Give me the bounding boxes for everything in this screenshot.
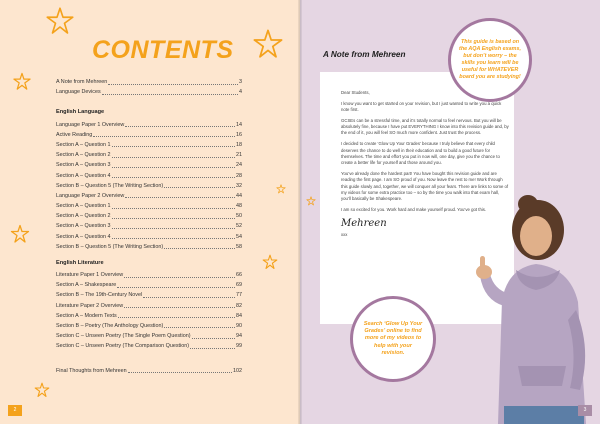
toc-leader-dots xyxy=(112,177,235,178)
toc-entry-page: 58 xyxy=(236,243,242,250)
toc-entry[interactable] xyxy=(56,279,242,289)
toc-leader-dots xyxy=(125,126,235,127)
toc-entry[interactable] xyxy=(56,118,242,128)
toc-entry-label: Literature Paper 2 Overview xyxy=(56,302,124,309)
toc-entry[interactable] xyxy=(56,159,242,169)
toc-entry-page: 52 xyxy=(236,223,242,230)
search-bubble-text: Search ‘Glow Up Your Grades’ online to find more of my videos to help with your revision. xyxy=(363,320,423,356)
toc-entry[interactable] xyxy=(56,76,242,86)
author-photo xyxy=(458,190,600,424)
toc-entry[interactable] xyxy=(56,220,242,230)
toc-entry-label: Section B – The 19th-Century Novel xyxy=(56,292,143,299)
toc-entry-page: 14 xyxy=(236,121,242,128)
toc-entry[interactable] xyxy=(56,200,242,210)
toc-leader-dots xyxy=(112,167,235,168)
toc-entry-label: Language Paper 1 Overview xyxy=(56,121,125,128)
star-doodle-icon xyxy=(252,28,284,60)
toc-entry-label: Section B – Poetry (The Anthology Question) xyxy=(56,322,164,329)
toc-entry-label: Language Devices xyxy=(56,89,101,96)
toc-entry-page: 21 xyxy=(236,152,242,159)
letter-salutation: Dear Students, xyxy=(341,90,370,95)
toc-entry[interactable] xyxy=(56,289,242,299)
letter-paragraph: I know you want to get started on your revision, but I just wanted to write you a quick note first. xyxy=(341,100,502,113)
toc-leader-dots xyxy=(112,208,235,209)
toc-entry-page: 82 xyxy=(236,302,242,309)
toc-leader-dots xyxy=(117,287,235,288)
star-doodle-icon xyxy=(262,254,278,270)
toc-leader-dots xyxy=(125,197,235,198)
toc-entry[interactable] xyxy=(56,180,242,190)
toc-entry[interactable] xyxy=(56,210,242,220)
toc-entry-page: 4 xyxy=(239,89,242,96)
toc-leader-dots xyxy=(108,84,238,85)
star-doodle-icon xyxy=(10,224,30,244)
toc-leader-dots xyxy=(143,297,235,298)
toc-leader-dots xyxy=(164,327,235,328)
toc-entry-page: 18 xyxy=(236,141,242,148)
page-number: 2 xyxy=(8,405,22,416)
toc-entry-page: 16 xyxy=(236,131,242,138)
toc-entry-label: Section C – Unseen Poetry (The Single Poem Question) xyxy=(56,333,191,340)
star-doodle-icon xyxy=(12,72,32,91)
toc-entry-page: 90 xyxy=(236,322,242,329)
letter-paragraph: I decided to create ‘Glow Up Your Grades’ because I truly believe that every child deserves the chance to do well in their education and to build a good future for themselves. The time and effort you put in now will, one day, give you the chance to create a better life for yourself and those around you. xyxy=(341,141,500,166)
toc-entry-page: 94 xyxy=(236,333,242,340)
toc-entry[interactable] xyxy=(56,139,242,149)
toc-entry[interactable] xyxy=(56,149,242,159)
toc-entry-label: Section A – Question 4 xyxy=(56,233,111,240)
toc-entry-label: Section A – Question 2 xyxy=(56,213,111,220)
toc-entry-page: 48 xyxy=(236,203,242,210)
star-doodle-icon xyxy=(306,196,316,206)
star-doodle-icon xyxy=(44,6,76,36)
toc-entry[interactable] xyxy=(56,241,242,251)
info-bubble-text: This guide is based on the AQA English exams, but don’t worry – the skills you learn will be useful for WHATEVER board you are studying! xyxy=(459,39,521,80)
toc-leader-dots xyxy=(164,248,235,249)
toc-entry[interactable] xyxy=(56,340,242,350)
toc-leader-dots xyxy=(192,338,235,339)
right-page xyxy=(300,0,600,424)
toc-entry-label: Section A – Question 2 xyxy=(56,152,111,159)
toc-leader-dots xyxy=(112,228,235,229)
toc-entry-label: Literature Paper 1 Overview xyxy=(56,272,124,278)
toc-entry[interactable] xyxy=(56,310,242,320)
toc-leader-dots xyxy=(118,317,235,318)
toc-entry-page: 66 xyxy=(236,272,242,278)
letter-paragraph: GCSEs can be a stressful time, and it’s totally normal to feel nervous. But you will be absolutely fine, because I have put EVERYTHING I know into this revision guide and, by the end of it, you will feel SO much more confident. Just trust the process. xyxy=(341,117,509,136)
info-bubble xyxy=(448,18,532,102)
toc-leader-dots xyxy=(112,218,235,219)
toc-leader-dots xyxy=(164,187,235,188)
toc-entry-label: Section A – Question 3 xyxy=(56,162,111,169)
letter-paragraph: You’ve already done the hardest part! You have bought this revision guide and are reading the first page. I am SO proud of you. Now leave the rest to me! Work through this guide slowly and, together, we will conquer all your fears. There are links to some of my videos for some extra practice too – so by the time you walk into that exam hall, you’ll basically be Shakespeare. xyxy=(341,170,509,202)
toc-entry-label: Language Paper 2 Overview xyxy=(56,192,125,199)
toc-leader-dots xyxy=(112,157,235,158)
toc-entry-page: 28 xyxy=(236,172,242,179)
toc-entry-label: Section A – Question 1 xyxy=(56,141,111,148)
toc-leader-dots xyxy=(112,238,235,239)
toc-leader-dots xyxy=(190,348,235,349)
toc-entry[interactable] xyxy=(56,364,242,374)
toc-entry[interactable] xyxy=(56,129,242,139)
toc-entry[interactable] xyxy=(56,86,242,96)
table-of-contents xyxy=(56,76,242,375)
search-bubble xyxy=(350,296,436,382)
toc-entry-label: Final Thoughts from Mehreen xyxy=(56,367,127,374)
toc-entry-label: Active Reading xyxy=(56,131,93,138)
page-number: 3 xyxy=(578,405,592,416)
toc-entry-label: Section A – Modern Texts xyxy=(56,312,117,319)
toc-leader-dots xyxy=(124,307,235,308)
toc-entry-label: Section A – Question 1 xyxy=(56,203,111,210)
note-title: A Note from Mehreen xyxy=(323,50,406,59)
toc-entry-label: Section A – Shakespeare xyxy=(56,282,117,289)
toc-leader-dots xyxy=(102,94,238,95)
toc-entry-page: 77 xyxy=(236,292,242,299)
star-doodle-icon xyxy=(34,382,50,398)
toc-entry[interactable] xyxy=(56,169,242,179)
toc-leader-dots xyxy=(124,277,235,278)
toc-entry-page: 84 xyxy=(236,312,242,319)
toc-entry-page: 102 xyxy=(233,367,242,374)
toc-leader-dots xyxy=(93,136,235,137)
toc-entry-page: 54 xyxy=(236,233,242,240)
toc-entry-label: Section C – Unseen Poetry (The Comparison Question) xyxy=(56,343,190,350)
toc-entry-page: 24 xyxy=(236,162,242,169)
toc-entry-label: A Note from Mehreen xyxy=(56,79,108,86)
toc-entry-page: 32 xyxy=(236,182,242,189)
toc-entry[interactable] xyxy=(56,299,242,309)
star-doodle-icon xyxy=(276,184,286,194)
toc-entry[interactable] xyxy=(56,330,242,340)
toc-entry[interactable] xyxy=(56,320,242,330)
toc-entry-label: Section B – Question 5 (The Writing Section) xyxy=(56,243,164,250)
toc-leader-dots xyxy=(112,146,235,147)
toc-entry-label: Section A – Question 4 xyxy=(56,172,111,179)
toc-section-heading: English Literature xyxy=(56,259,104,266)
toc-entry-label: Section A – Question 3 xyxy=(56,223,111,230)
book-spine xyxy=(298,0,302,424)
toc-entry-page: 99 xyxy=(236,343,242,350)
toc-entry-page: 44 xyxy=(236,192,242,199)
signature: Mehreen xyxy=(341,217,387,229)
page-title: CONTENTS xyxy=(92,36,234,64)
toc-leader-dots xyxy=(128,372,232,373)
toc-entry-page: 69 xyxy=(236,282,242,289)
toc-entry[interactable] xyxy=(56,190,242,200)
toc-entry-page: 50 xyxy=(236,213,242,220)
toc-section-heading: English Language xyxy=(56,109,105,116)
letter-signoff: xxx xyxy=(341,231,348,237)
toc-entry-page: 3 xyxy=(239,79,242,86)
toc-entry-label: Section B – Question 5 (The Writing Section) xyxy=(56,182,164,189)
letter-paragraph: I am so excited for you. Work hard and make yourself proud. You’ve got this. xyxy=(341,206,487,212)
toc-entry[interactable] xyxy=(56,269,242,279)
toc-entry[interactable] xyxy=(56,230,242,240)
